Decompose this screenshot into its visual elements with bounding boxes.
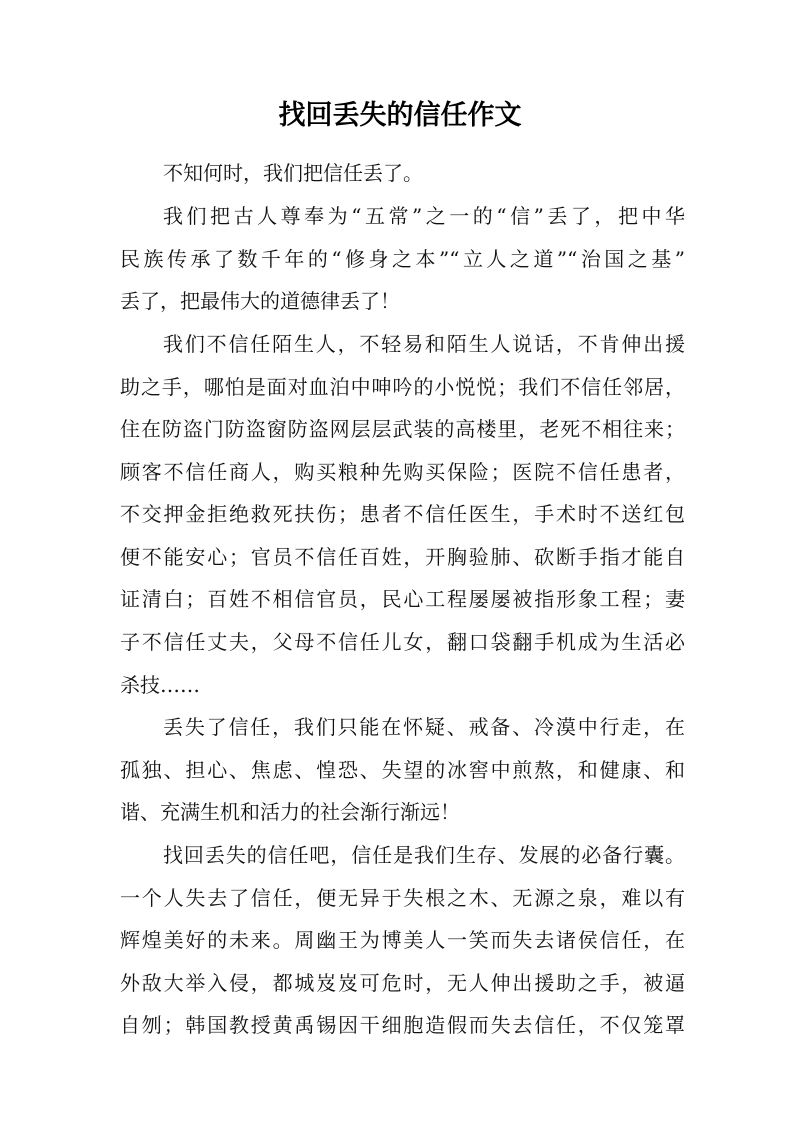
- text-line: 丢了，把最伟大的道德律丢了！: [120, 289, 400, 313]
- text-line: 我们不信任陌生人，不轻易和陌生人说话，不肯伸出援: [163, 332, 685, 356]
- text-line: 子不信任丈夫，父母不信任儿女，翻口袋翻手机成为生活必: [120, 630, 685, 654]
- text-line: 孤独、担心、焦虑、惶恐、失望的冰窖中煎熬，和健康、和: [120, 758, 685, 782]
- text-line: 便不能安心；官员不信任百姓，开胸验肺、砍断手指才能自: [120, 545, 685, 569]
- text-line: 住在防盗门防盗窗防盗网层层武装的高楼里，老死不相往来；: [120, 417, 685, 441]
- text-line: 谐、充满生机和活力的社会渐行渐远！: [120, 800, 460, 824]
- text-line: 不交押金拒绝救死扶伤；患者不信任医生，手术时不送红包: [120, 502, 685, 526]
- text-line: 杀技……: [120, 673, 200, 697]
- text-line: 助之手，哪怕是面对血泊中呻吟的小悦悦；我们不信任邻居，: [120, 375, 685, 399]
- text-line: 我们把古人尊奉为“五常”之一的“信”丢了，把中华: [163, 204, 685, 228]
- text-line: 自刎；韩国教授黄禹锡因干细胞造假而失去信任，不仅笼罩: [120, 1013, 685, 1037]
- text-line: 民族传承了数千年的“修身之本”“立人之道”“治国之基”: [120, 247, 685, 271]
- text-line: 外敌大举入侵，都城岌岌可危时，无人伸出援助之手，被逼: [120, 971, 685, 995]
- text-line: 辉煌美好的未来。周幽王为博美人一笑而失去诸侯信任，在: [120, 928, 685, 952]
- text-line: 一个人失去了信任，便无异于失根之木、无源之泉，难以有: [120, 886, 685, 910]
- document-title: 找回丢失的信任作文: [278, 100, 522, 131]
- text-line: 顾客不信任商人，购买粮种先购买保险；医院不信任患者，: [120, 460, 685, 484]
- text-line: 找回丢失的信任吧，信任是我们生存、发展的必备行囊。: [163, 843, 685, 867]
- text-line: 不知何时，我们把信任丢了。: [163, 161, 423, 185]
- text-line: 证清白；百姓不相信官员，民心工程屡屡被指形象工程；妻: [120, 587, 685, 611]
- text-line: 丢失了信任，我们只能在怀疑、戒备、冷漠中行走，在: [163, 715, 685, 739]
